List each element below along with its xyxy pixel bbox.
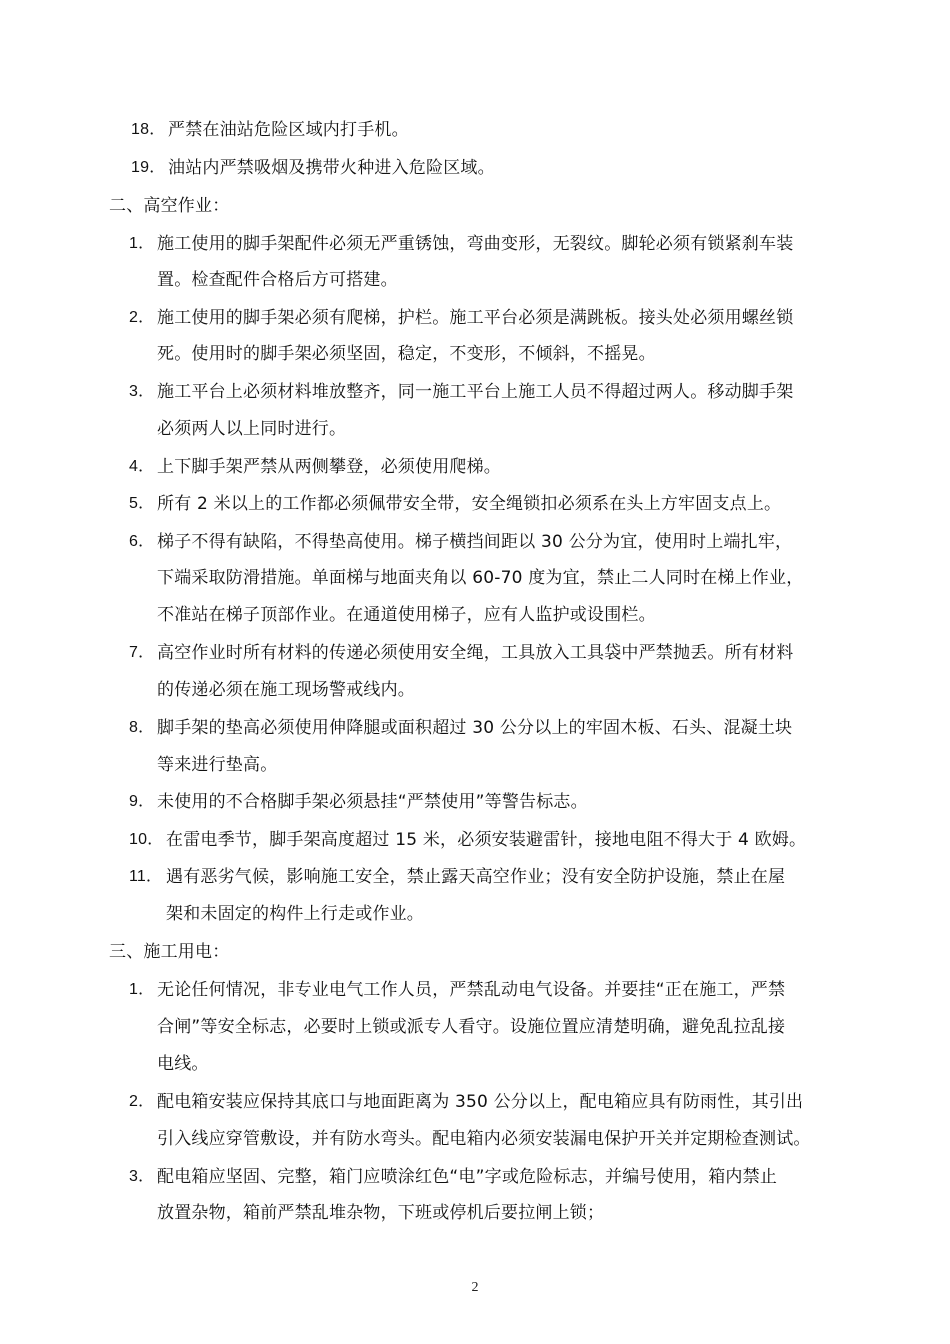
item-text: 下端采取防滑措施。单面梯与地面夹角以 60-70 度为宜，禁止二人同时在梯上作业， — [157, 568, 804, 588]
section-heading-text: 三、施工用电： — [109, 942, 230, 962]
item-number: 10． — [129, 831, 164, 848]
item-text: 引入线应穿管敷设，并有防水弯头。配电箱内必须安装漏电保护开关并定期检查测试。 — [157, 1129, 811, 1149]
item-text: 死。使用时的脚手架必须坚固，稳定，不变形，不倾斜，不摇晃。 — [157, 344, 656, 364]
item-text: 施工平台上必须材料堆放整齐，同一施工平台上施工人员不得超过两人。移动脚手架 — [157, 382, 794, 402]
section-heading-text: 二、高空作业： — [109, 196, 230, 216]
item-text: 梯子不得有缺陷，不得垫高使用。梯子横挡间距以 30 公分为宜，使用时上端扎牢， — [157, 532, 793, 552]
page-number: 2 — [471, 1280, 479, 1295]
item-text: 严禁在油站危险区域内打手机。 — [168, 120, 409, 140]
item-number: 2． — [129, 1093, 155, 1110]
item-number: 11． — [129, 868, 163, 885]
item-text: 施工使用的脚手架必须有爬梯，护栏。施工平台必须是满跳板。接头处必须用螺丝锁 — [157, 308, 794, 328]
item-text: 配电箱应坚固、完整，箱门应喷涂红色“电”字或危险标志，并编号使用，箱内禁止 — [157, 1167, 778, 1187]
item-text: 放置杂物，箱前严禁乱堆杂物，下班或停机后要拉闸上锁； — [157, 1203, 605, 1223]
item-text: 高空作业时所有材料的传递必须使用安全绳，工具放入工具袋中严禁抛丢。所有材料 — [157, 643, 794, 663]
item-text: 电线。 — [157, 1054, 209, 1074]
item-number: 8． — [129, 719, 155, 736]
item-text: 不准站在梯子顶部作业。在通道使用梯子，应有人监护或设围栏。 — [157, 605, 656, 625]
item-number: 18． — [131, 121, 166, 138]
item-text: 上下脚手架严禁从两侧攀登，必须使用爬梯。 — [157, 457, 501, 477]
item-text: 所有 2 米以上的工作都必须佩带安全带，安全绳锁扣必须系在头上方牢固支点上。 — [157, 494, 782, 514]
item-number: 6． — [129, 533, 155, 550]
item-text: 的传递必须在施工现场警戒线内。 — [157, 680, 415, 700]
item-text: 脚手架的垫高必须使用伸降腿或面积超过 30 公分以上的牢固木板、石头、混凝土块 — [157, 718, 793, 738]
item-text: 等来进行垫高。 — [157, 755, 278, 775]
item-number: 5． — [129, 495, 155, 512]
item-number: 1． — [129, 235, 155, 252]
item-number: 4． — [129, 458, 155, 475]
item-text: 施工使用的脚手架配件必须无严重锈蚀，弯曲变形，无裂纹。脚轮必须有锁紧刹车装 — [157, 234, 794, 254]
item-text: 必须两人以上同时进行。 — [157, 419, 347, 439]
item-text: 合闸”等安全标志，必要时上锁或派专人看守。设施位置应清楚明确，避免乱拉乱接 — [157, 1017, 786, 1037]
item-text: 架和未固定的构件上行走或作业。 — [166, 904, 424, 924]
item-text: 置。检查配件合格后方可搭建。 — [157, 270, 398, 290]
item-text: 未使用的不合格脚手架必须悬挂“严禁使用”等警告标志。 — [157, 792, 588, 812]
item-text: 油站内严禁吸烟及携带火种进入危险区域。 — [168, 158, 495, 178]
item-number: 9． — [129, 793, 155, 810]
item-number: 2． — [129, 309, 155, 326]
item-text: 无论任何情况，非专业电气工作人员，严禁乱动电气设备。并要挂“正在施工，严禁 — [157, 980, 786, 1000]
item-text: 遇有恶劣气候，影响施工安全，禁止露天高空作业；没有安全防护设施，禁止在屋 — [166, 867, 786, 887]
item-number: 3． — [129, 383, 155, 400]
item-number: 1． — [129, 981, 155, 998]
item-number: 19． — [131, 159, 166, 176]
item-text: 配电箱安装应保持其底口与地面距离为 350 公分以上，配电箱应具有防雨性，其引出 — [157, 1092, 804, 1112]
item-text: 在雷电季节，脚手架高度超过 15 米，必须安装避雷针，接地电阻不得大于 4 欧姆。 — [166, 830, 807, 850]
item-number: 7． — [129, 644, 155, 661]
item-number: 3． — [129, 1168, 155, 1185]
